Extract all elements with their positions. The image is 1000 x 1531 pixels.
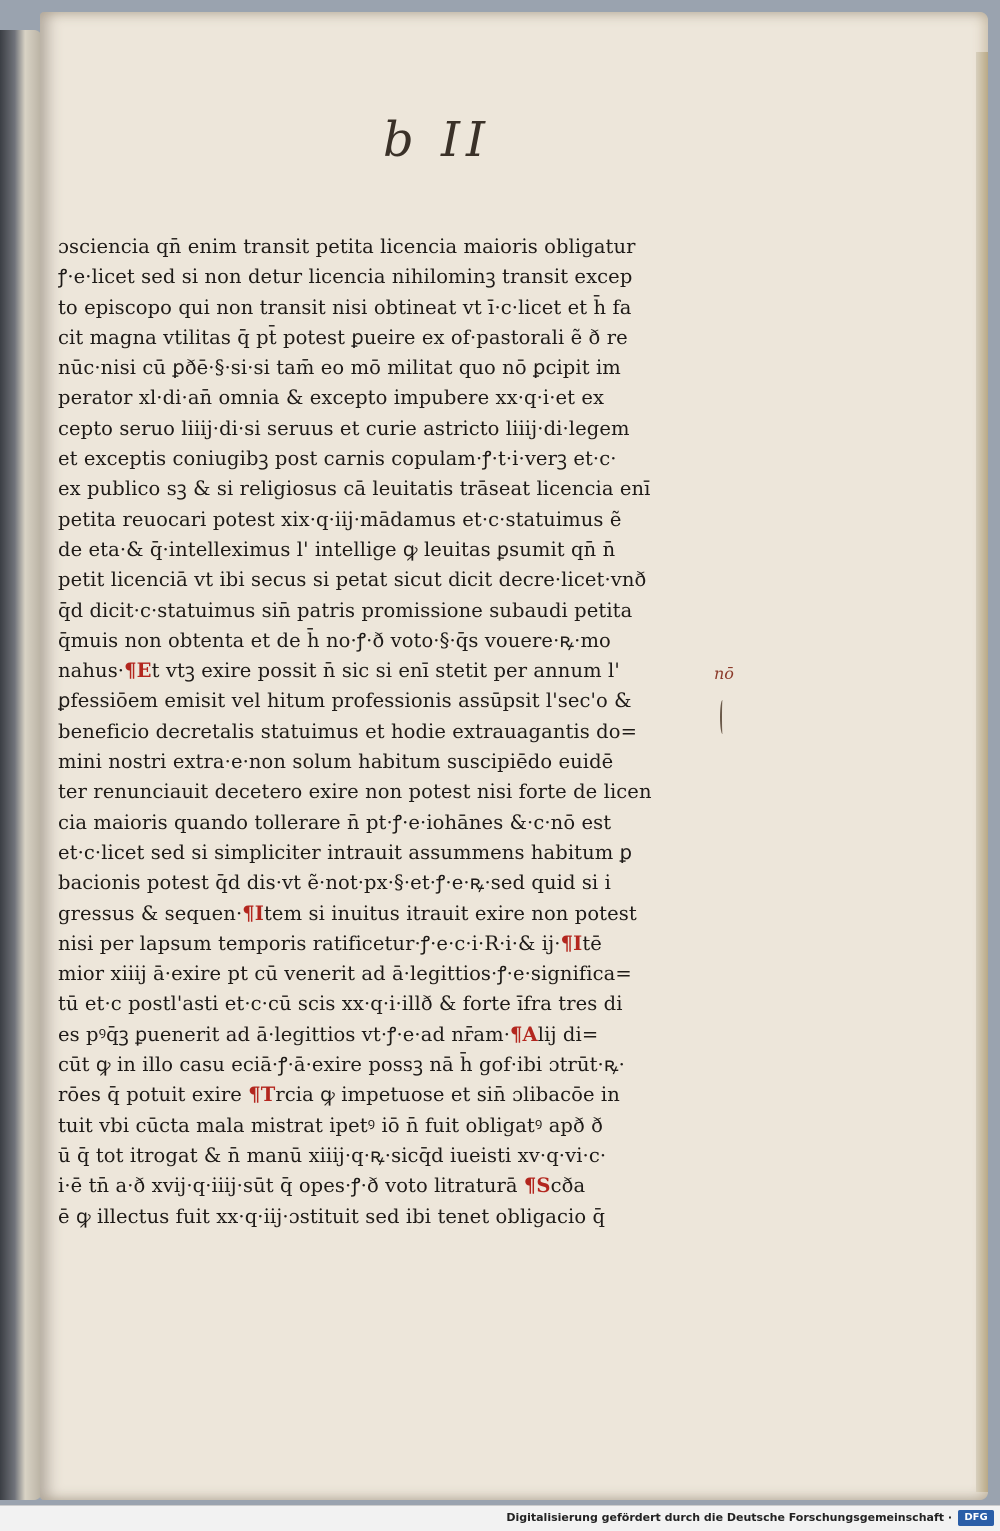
text-line: q̄d dicit·c·statuimus sin̄ patris promissione subaudi petita xyxy=(58,598,633,622)
text-line: nisi per lapsum temporis ratificetur·ꝭ·e·c·i·R·i·& ij·¶Itē xyxy=(58,931,602,955)
text-column xyxy=(58,232,718,1232)
rubric-initial: ¶I xyxy=(242,901,264,925)
text-line: es pꝰq̄ꝫ ꝑuenerit ad ā·legittios vt·ꝭ·e·ad nr̄am·¶Alij di= xyxy=(58,1022,599,1046)
text-line: tuit vbi cūcta mala mistrat ipetꝰ iō n̄ fuit obligatꝰ apð ð xyxy=(58,1113,603,1137)
text-line: ter renunciauit decetero exire non potest nisi forte de licen xyxy=(58,780,652,804)
text-line: beneficio decretalis statuimus et hodie extrauagantis do= xyxy=(58,719,638,743)
rubric-initial: ¶S xyxy=(523,1174,551,1198)
margin-note: nō xyxy=(714,664,734,683)
text-line: et·c·licet sed si simpliciter intrauit assummens habitum ꝑ xyxy=(58,840,633,864)
footer-credit: Digitalisierung gefördert durch die Deutsche Forschungsgemeinschaft · xyxy=(506,1511,952,1524)
text-line: cūt ꝙ in illo casu eciā·ꝭ·ā·exire possꝫ nā h̄ gof·ibi ɔtrūt·ꝶ· xyxy=(58,1053,625,1077)
text-line: petita reuocari potest xix·q·iij·mādamus et·c·statuimus ẽ xyxy=(58,507,622,531)
text-line: petit licenciā vt ibi secus si petat sicut dicit decre·licet·vnð xyxy=(58,568,647,592)
text-line: bacionis potest q̄d dis·vt ẽ·not·px·§·et·ꝭ·e·ꝶ·sed quid si i xyxy=(58,871,611,895)
footer-bar xyxy=(0,1505,1000,1531)
text-line: gressus & sequen·¶Item si inuitus itrauit exire non potest xyxy=(58,901,637,925)
text-line: i·ē tn̄ a·ð xvij·q·iiij·sūt q̄ opes·ꝭ·ð voto litraturā ¶Scða xyxy=(58,1174,586,1198)
rubric-initial: ¶T xyxy=(248,1083,276,1107)
text-line: ex publico sꝫ & si religiosus cā leuitatis trāseat licencia enī xyxy=(58,477,651,501)
margin-stroke xyxy=(720,700,725,734)
text-line: q̄muis non obtenta et de h̄ no·ꝭ·ð voto·§·q̄s vouere·ꝶ·mo xyxy=(58,628,611,652)
page-fore-edge xyxy=(976,52,988,1492)
text-line: rōes q̄ potuit exire ¶Trcia ꝙ impetuose et sin̄ ɔlibacōe in xyxy=(58,1083,620,1107)
text-line: mior xiiij ā·exire pt cū venerit ad ā·legittios·ꝭ·e·significa= xyxy=(58,962,632,986)
text-line: ū q̄ tot itrogat & n̄ manū xiiij·q·ꝶ·sicq̄d iueisti xv·q·vi·c· xyxy=(58,1143,607,1167)
text-line: perator xl·di·an̄ omnia & excepto impubere xx·q·i·et ex xyxy=(58,386,605,410)
text-line: ē ꝙ illectus fuit xx·q·iij·ɔstituit sed ibi tenet obligacio q̄ xyxy=(58,1204,606,1228)
text-line: nahus·¶Et vtꝫ exire possit n̄ sic si enī stetit per annum l' xyxy=(58,659,620,683)
text-line: ꝭ·e·licet sed si non detur licencia nihilominꝫ transit excep xyxy=(58,265,633,289)
facing-page-edge xyxy=(0,30,42,1500)
text-line: de eta·& q̄·intelleximus l' intellige ꝙ leuitas ꝑsumit qn̄ n̄ xyxy=(58,537,616,561)
text-line: et exceptis coniugibꝫ post carnis copulam·ꝭ·t·i·verꝫ et·c· xyxy=(58,447,617,471)
rubric-initial: ¶E xyxy=(124,659,152,683)
rubric-initial: ¶I xyxy=(560,931,583,955)
text-line: to episcopo qui non transit nisi obtineat vt ī·c·licet et h̄ fa xyxy=(58,295,632,319)
text-line: cit magna vtilitas q̄ pt̄ potest ꝑueire ex of·pastorali ẽ ð re xyxy=(58,325,628,349)
text-line: ꝑfessiōem emisit vel hitum professionis assūpsit l'sec'o & xyxy=(58,689,632,713)
folio-mark: b II xyxy=(383,112,491,168)
text-line: cia maioris quando tollerare n̄ pt·ꝭ·e·iohānes &·c·nō est xyxy=(58,810,612,834)
rubric-initial: ¶A xyxy=(510,1022,538,1046)
dfg-logo: DFG xyxy=(958,1510,994,1526)
text-line: mini nostri extra·e·non solum habitum suscipiēdo euidē xyxy=(58,750,614,774)
text-line: cepto seruo liiij·di·si seruus et curie astricto liiij·di·legem xyxy=(58,416,630,440)
text-line: nūc·nisi cū ꝑðē·§·si·si tam̄ eo mō militat quo nō ꝑcipit im xyxy=(58,356,621,380)
text-line: ɔsciencia qn̄ enim transit petita licencia maioris obligatur xyxy=(58,235,636,258)
text-line: tū et·c postl'asti et·c·cū scis xx·q·i·illð & forte īfra tres di xyxy=(58,992,623,1016)
